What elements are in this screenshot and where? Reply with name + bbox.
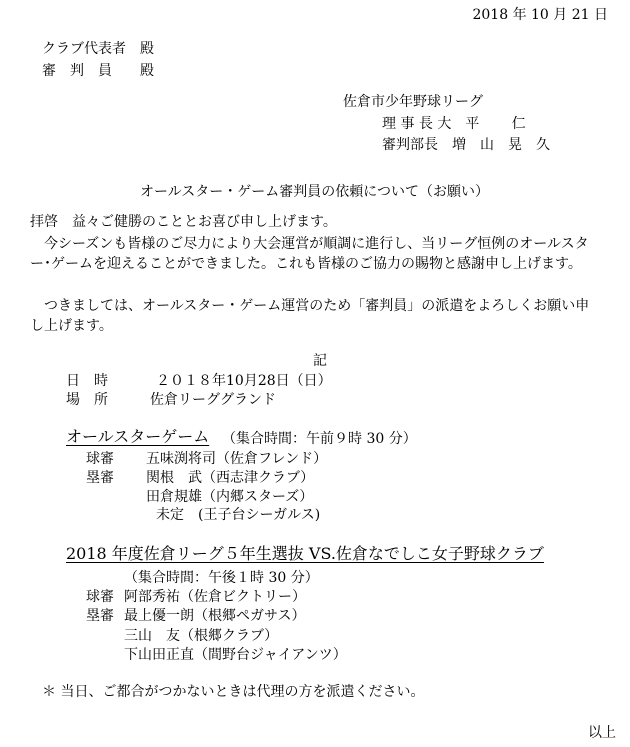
document-title: オールスター・ゲーム審判員の依頼について（お願い）: [140, 184, 490, 200]
game2-base-label: 塁審: [86, 608, 114, 624]
game2-plate-umpire: 阿部秀祐（佐倉ビクトリー）: [124, 589, 306, 605]
game1-plate-label: 球審: [86, 451, 114, 467]
game1-base-umpire-2: 田倉規雄（内郷スターズ）: [146, 489, 314, 505]
recipient-club-reps: クラブ代表者 殿: [42, 41, 154, 57]
event-place-label: 場 所: [66, 392, 108, 408]
event-place-value: 佐倉リーググランド: [150, 392, 276, 408]
sender-organization: 佐倉市少年野球リーグ: [343, 94, 483, 110]
game1-base-umpire-3: 未定 (王子台シーガルス): [156, 507, 321, 523]
closing-ijou: 以上: [588, 725, 616, 741]
event-date-label: 日 時: [66, 373, 108, 389]
game1-meeting-time: （集合時間：午前９時 30 分）: [222, 431, 417, 447]
body-paragraph-2: つきましては、オールスター・ゲーム運営のため「審判員」の派遣をよろしくお願い申し上げます。: [30, 298, 590, 334]
game2-plate-label: 球審: [86, 589, 114, 605]
game2-base-umpire-3: 下山田正直（間野台ジャイアンツ）: [124, 647, 347, 663]
game2-base-umpire-2: 三山 友（根郷クラブ）: [124, 628, 279, 644]
document-date: 2018 年 10 月 21 日: [472, 7, 608, 23]
recipient-umpires: 審 判 員 殿: [42, 63, 154, 79]
proxy-note: ＊ 当日、ご都合がつかないときは代理の方を派遣ください。: [42, 684, 425, 700]
game2-title: 2018 年度佐倉リーグ５年生選抜 VS.佐倉なでしこ女子野球クラブ: [66, 544, 544, 563]
game1-plate-umpire: 五味渕将司（佐倉フレンド）: [146, 451, 328, 467]
ki-heading: 記: [313, 353, 327, 369]
game2-meeting-time: （集合時間：午後１時 30 分）: [124, 570, 319, 586]
game1-base-label: 塁審: [86, 470, 114, 486]
sender-umpire-head: 審判部長 増 山 晃 久: [382, 137, 550, 153]
event-date-value: ２０１８年10月28日（日）: [156, 373, 332, 389]
game1-title: オールスターゲーム: [66, 427, 210, 446]
sender-chairman: 理 事 長 大 平 仁: [382, 116, 526, 132]
game1-base-umpire-1: 関根 武（西志津クラブ）: [146, 470, 315, 486]
game2-base-umpire-1: 最上優一朗（根郷ペガサス）: [124, 608, 306, 624]
greeting-paragraph: 拝啓 益々ご健勝のこととお喜び申し上げます。: [30, 214, 337, 230]
body-paragraph-1: 今シーズンも皆様のご尽力により大会運営が順調に進行し、当リーグ恒例のオールスター･ゲームを迎えることができました。これも皆様のご協力の賜物と感謝申し上げます。: [30, 236, 589, 272]
